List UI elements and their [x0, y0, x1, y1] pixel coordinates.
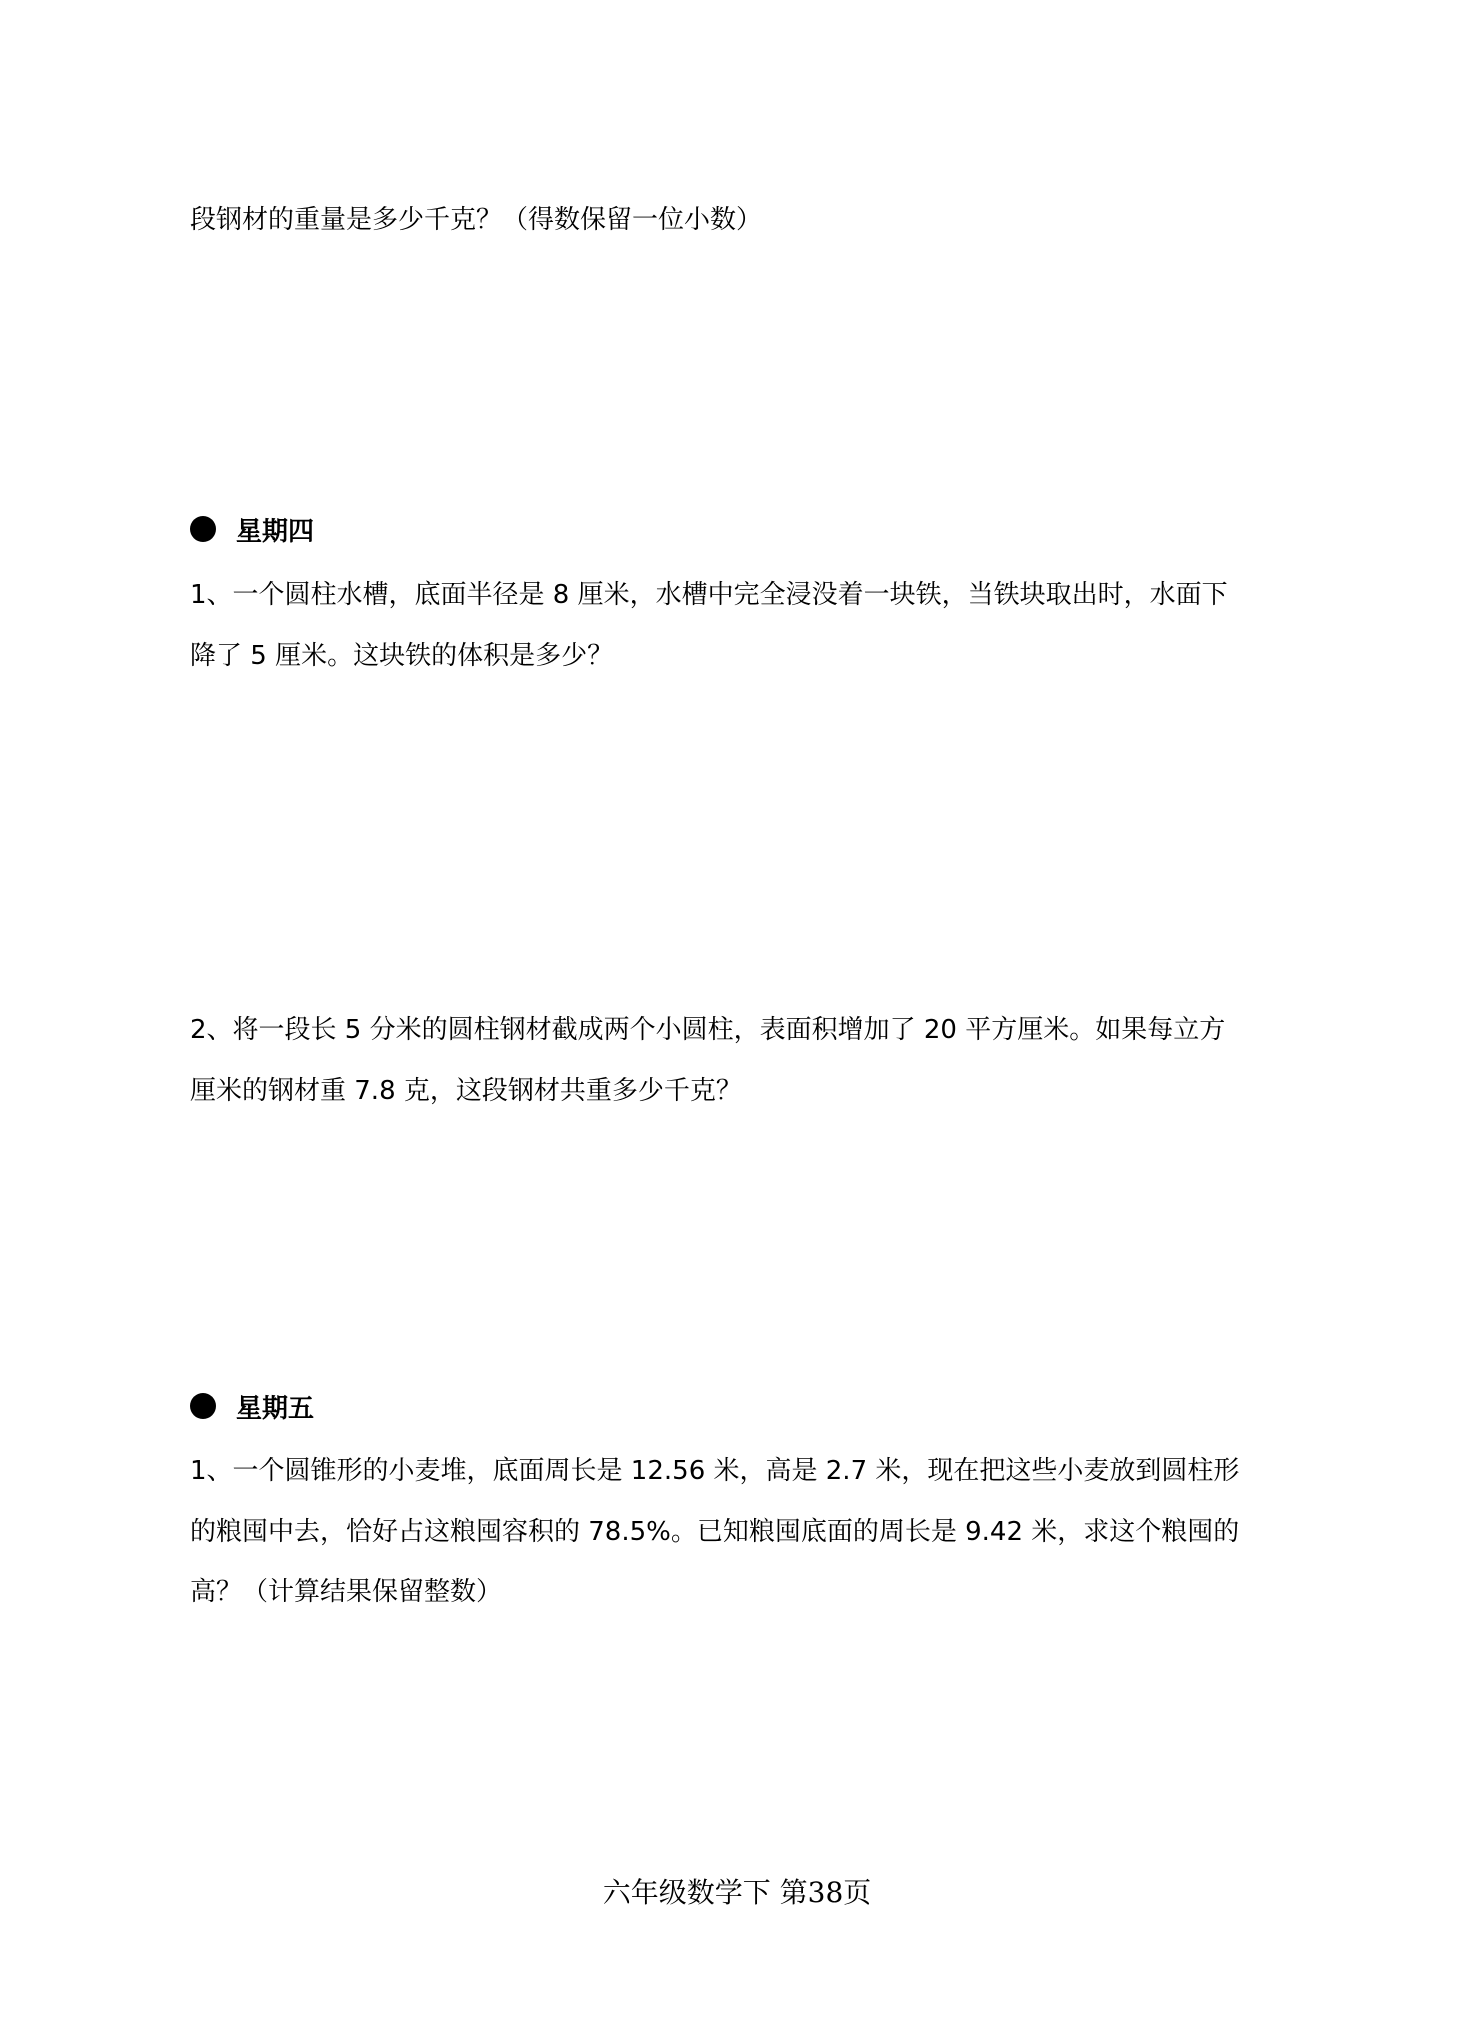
question-line: 高？（计算结果保留整数）: [190, 1577, 503, 1607]
question-line: 2、将一段长 5 分米的圆柱钢材截成两个小圆柱，表面积增加了 20 平方厘米。如果每立方: [190, 1015, 1226, 1045]
bullet-icon: [190, 516, 216, 542]
prev-question-line: 段钢材的重量是多少千克？（得数保留一位小数）: [190, 205, 763, 235]
section-heading: [190, 513, 314, 545]
question-line: 1、一个圆锥形的小麦堆，底面周长是 12.56 米，高是 2.7 米，现在把这些小麦放到圆柱形: [190, 1456, 1240, 1486]
page-footer: 六年级数学下 第38页: [602, 1876, 872, 1909]
question-line: 1、一个圆柱水槽，底面半径是 8 厘米，水槽中完全浸没着一块铁，当铁块取出时，水面下: [190, 580, 1228, 610]
heading-text: 星期五: [236, 1393, 315, 1424]
heading-text: 星期四: [236, 516, 315, 547]
question-line: 厘米的钢材重 7.8 克，这段钢材共重多少千克？: [190, 1076, 742, 1106]
question-line: 降了 5 厘米。这块铁的体积是多少？: [190, 641, 614, 671]
bullet-icon: [190, 1393, 216, 1419]
section-heading: [190, 1390, 314, 1422]
question-line: 的粮囤中去，恰好占这粮囤容积的 78.5%。已知粮囤底面的周长是 9.42 米，求这个粮囤的: [190, 1517, 1240, 1547]
